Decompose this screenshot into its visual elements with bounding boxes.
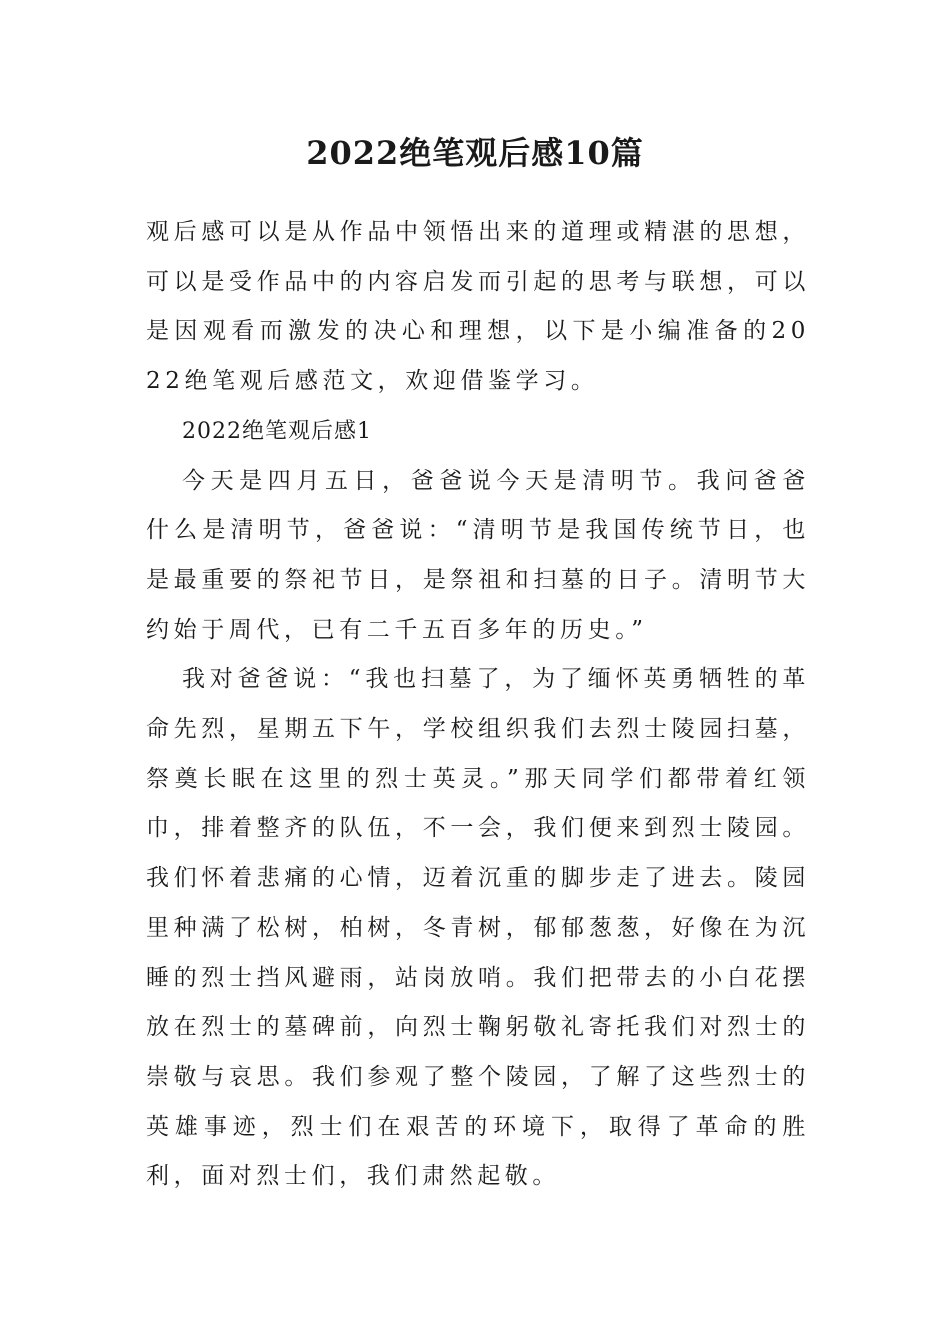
body-paragraph: 今天是四月五日，爸爸说今天是清明节。我问爸爸什么是清明节，爸爸说：“清明节是我国传统节日，也是最重要的祭祀节日，是祭祖和扫墓的日子。清明节大约始于周代，已有二千五百多年的历史。”	[146, 467, 810, 643]
document-body	[146, 208, 810, 1202]
body-paragraph: 我对爸爸说：“我也扫墓了，为了缅怀英勇牺牲的革命先烈，星期五下午，学校组织我们去烈士陵园扫墓，祭奠长眠在这里的烈士英灵。”那天同学们都带着红领巾，排着整齐的队伍，不一会，我们便来到烈士陵园。我们怀着悲痛的心情，迈着沉重的脚步走了进去。陵园里种满了松树，柏树，冬青树，郁郁葱葱，好像在为沉睡的烈士挡风避雨，站岗放哨。我们把带去的小白花摆放在烈士的墓碑前，向烈士鞠躬敬礼寄托我们对烈士的崇敬与哀思。我们参观了整个陵园，了解了这些烈士的英雄事迹，烈士们在艰苦的环境下，取得了革命的胜利，面对烈士们，我们肃然起敬。	[146, 666, 810, 1190]
document-title: 2022绝笔观后感10篇	[306, 134, 644, 172]
section-heading: 2022绝笔观后感1	[182, 418, 372, 444]
intro-paragraph: 观后感可以是从作品中领悟出来的道理或精湛的思想，可以是受作品中的内容启发而引起的思考与联想，可以是因观看而激发的决心和理想，以下是小编准备的2022绝笔观后感范文，欢迎借鉴学习。	[146, 219, 810, 395]
